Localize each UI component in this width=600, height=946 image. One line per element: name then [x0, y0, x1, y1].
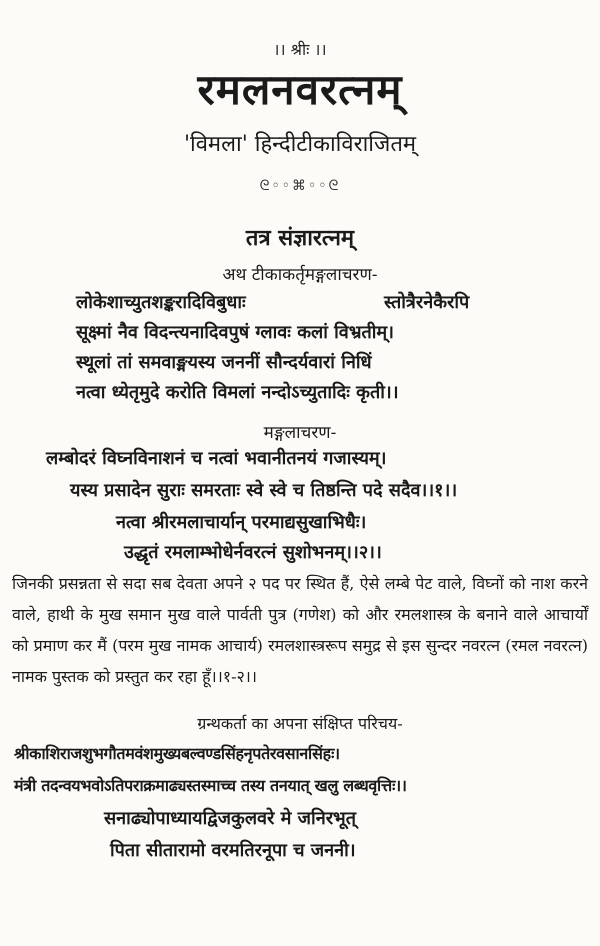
- tika-verse-line: स्थूलां तां समवाङ्मयस्य जननीं सौन्दर्यवारां निधिं: [76, 352, 372, 373]
- invocation-text: ।। श्रीः ।।: [273, 40, 327, 59]
- book-subtitle: 'विमला' हिन्दीटीकाविराजितम्: [183, 132, 417, 157]
- author-verse-line: सनाढ्योपाध्यायद्विजकुलवरे मे जनिरभूत्: [104, 808, 356, 829]
- tika-heading: अथ टीकाकर्तृमङ्गलाचरण-: [222, 265, 378, 285]
- section-heading: तत्र संज्ञारत्नम्: [245, 225, 355, 251]
- mangala-verse-line: लम्बोदरं विघ्नविनाशनं च नत्वां भवानीतनयं गजास्यम्।: [46, 448, 387, 469]
- mangala-verse-line: नत्वा श्रीरमलाचार्यान् परमाद्यसुखाभिधैः।: [116, 512, 367, 533]
- ornament-divider: ᘓ◦◦⌘◦◦ᘓ: [259, 178, 341, 194]
- tika-verse-line: सूक्ष्मां नैव विदन्त्यनादिवपुषं ग्लावः कलां विभ्रतीम्।: [76, 322, 394, 343]
- tika-verse-line: लोकेशाच्युतशङ्करादिविबुधाः: [76, 292, 246, 313]
- mangala-verse-line: उद्धृतं रमलाम्भोधेर्नवरत्नं सुशोभनम्।।२।।: [124, 542, 382, 563]
- mangala-heading: मङ्गलाचरण-: [263, 423, 337, 443]
- book-title: रमलनवरत्नम्: [197, 65, 403, 114]
- tika-verse-line: स्तोत्रैरनेकैरपि: [384, 292, 470, 313]
- author-verse-line: श्रीकाशिराजशुभगौतमवंशमुख्यबल्वण्डसिंहनृपतेरवसानसिंहः।: [14, 744, 340, 763]
- author-verse-line: पिता सीतारामो वरमतिरनूपा च जननी।: [110, 840, 356, 861]
- author-verse-line: मंत्री तदन्वयभवोऽतिपराक्रमाढ्यस्तस्माच्च तस्य तनयात् खलु लब्धवृत्तिः।।: [14, 776, 407, 795]
- mangala-verse-line: यस्य प्रसादेन सुराः समरताः स्वे स्वे च तिष्ठन्ति पदे सदैव।।१।।: [70, 480, 458, 501]
- author-intro-heading: ग्रन्थकर्ता का अपना संक्षिप्त परिचय-: [197, 714, 403, 733]
- tika-verse-line: नत्वा ध्येतृमुदे करोति विमलां नन्दोऽच्युतादिः कृती।।: [76, 382, 399, 403]
- hindi-translation-paragraph: जिनकी प्रसन्नता से सदा सब देवता अपने २ पद पर स्थित हैं, ऐसे लम्बे पेट वाले, विघ्नों को नाश करने वाले, हाथी के मुख समान मुख वाले पार्वती पुत्र (गणेश) को और रमलशास्त्र के बनाने वाले आचार्यों को प्रमाण कर मैं (परम मुख नामक आचार्य) रमलशास्त्ररूप समुद्र से इस सुन्दर नवरत्न (रमल नवरत्न) नामक पुस्तक को प्रस्तुत कर रहा हूँ।।१-२।।: [12, 574, 588, 686]
